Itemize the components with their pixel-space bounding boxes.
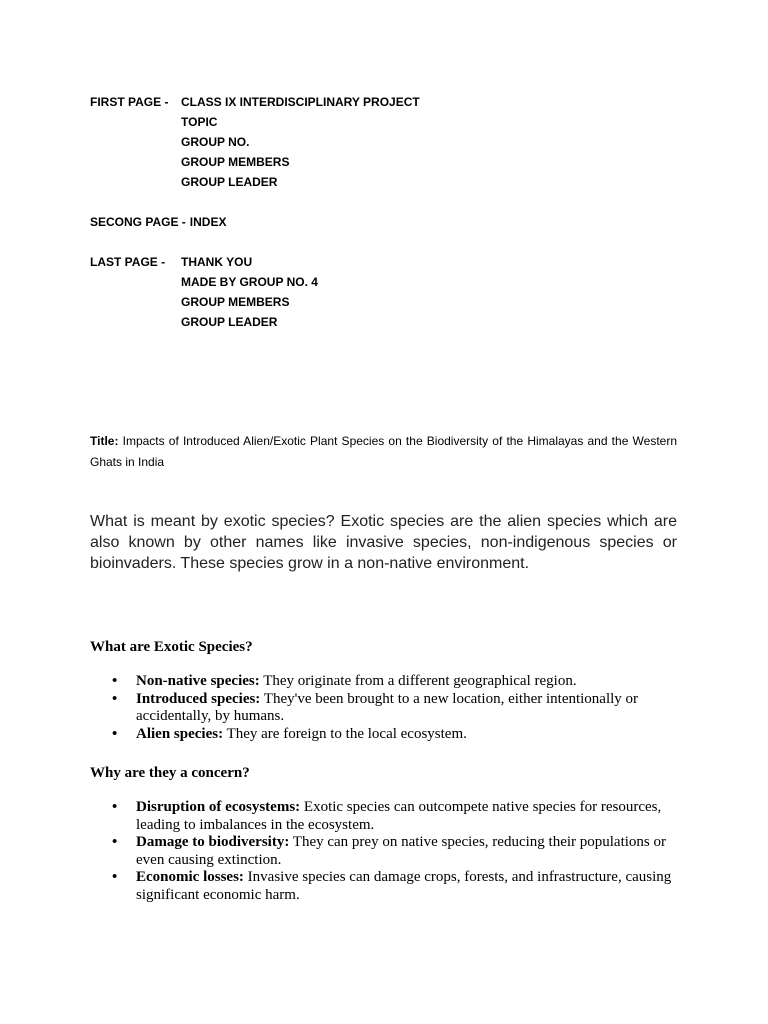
first-page-item: TOPIC — [181, 115, 218, 129]
first-page-item: GROUP MEMBERS — [181, 155, 290, 169]
last-page-item: MADE BY GROUP NO. 4 — [181, 275, 318, 289]
list-item — [90, 799, 680, 834]
list-item — [90, 673, 680, 691]
list-item — [90, 691, 680, 726]
bullet-icon: • — [112, 834, 118, 850]
first-page-item: CLASS IX INTERDISCIPLINARY PROJECT — [181, 95, 420, 109]
first-page-item: GROUP NO. — [181, 135, 250, 149]
list-item — [90, 726, 680, 744]
last-page-block — [90, 252, 690, 332]
intro-paragraph: What is meant by exotic species? Exotic species are the alien species which are also known by other names like invasive species, non-indigenous species or bioinvaders. These species grow in a non-native environment. — [90, 513, 677, 572]
title-text: Impacts of Introduced Alien/Exotic Plant Species on the Biodiversity of the Himalayas and the Western Ghats in India — [90, 434, 677, 469]
list-item-text: They are foreign to the local ecosystem. — [226, 725, 467, 742]
bullet-icon: • — [112, 799, 118, 815]
second-page-block — [90, 212, 690, 232]
title-label: Title: — [90, 434, 119, 448]
first-page-label: FIRST PAGE - — [90, 95, 169, 109]
list-item-text: They originate from a different geographical region. — [263, 673, 577, 689]
list-item-text: Invasive species can damage crops, forests, and infrastructure, causing significant economic harm. — [136, 869, 672, 903]
list-item-text: They can prey on native species, reducing their populations or even causing extinction. — [136, 834, 667, 868]
last-page-items — [181, 252, 318, 332]
list-item-term: Damage to biodiversity: — [136, 834, 290, 850]
last-page-item: THANK YOU — [181, 255, 253, 269]
list-item-term: Alien species: — [136, 725, 224, 742]
list-item-text: Exotic species can outcompete native species for resources, leading to imbalances in the ecosystem. — [136, 799, 662, 833]
bullet-icon: • — [112, 725, 118, 742]
section-heading-exotic-species: What are Exotic Species? — [90, 639, 253, 655]
list-item — [90, 869, 680, 904]
list-item-term: Disruption of ecosystems: — [136, 799, 301, 815]
concern-list — [90, 799, 680, 904]
list-item — [90, 834, 680, 869]
first-page-block — [90, 92, 690, 192]
second-page-label: SECONG PAGE - — [90, 215, 186, 229]
first-page-items — [181, 92, 420, 192]
document-title — [90, 431, 677, 473]
list-item-text: They've been brought to a new location, either intentionally or accidentally, by humans. — [136, 690, 639, 724]
section-heading-concern: Why are they a concern? — [90, 765, 250, 781]
second-page-value: INDEX — [189, 215, 227, 229]
list-item-term: Introduced species: — [136, 690, 261, 707]
list-item-term: Economic losses: — [136, 869, 244, 885]
list-item-term: Non-native species: — [136, 673, 260, 689]
last-page-label: LAST PAGE - — [90, 255, 166, 269]
bullet-icon: • — [112, 690, 118, 707]
last-page-item: GROUP MEMBERS — [181, 295, 290, 309]
bullet-icon: • — [112, 869, 118, 885]
cover-page-outline — [90, 92, 690, 332]
last-page-item: GROUP LEADER — [181, 315, 278, 329]
exotic-species-list — [90, 673, 680, 743]
bullet-icon: • — [112, 673, 118, 689]
first-page-item: GROUP LEADER — [181, 175, 278, 189]
